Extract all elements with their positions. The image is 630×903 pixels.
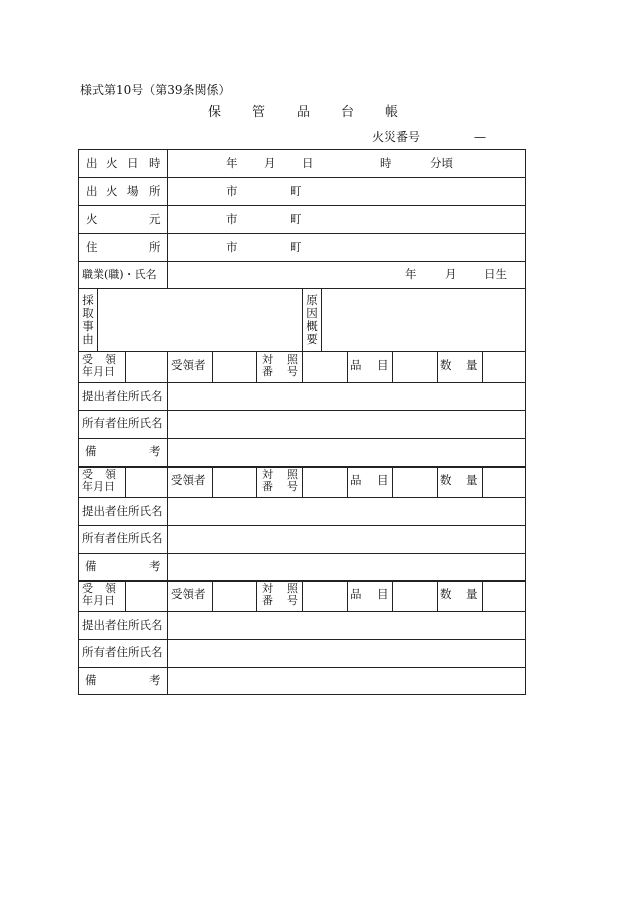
occupation-name-label: 職業(職)・氏名: [82, 268, 157, 281]
row-line: [78, 410, 526, 411]
label-char: 領: [105, 353, 116, 366]
label-char: 備: [85, 673, 97, 687]
col-line: [302, 466, 303, 497]
col-line: [212, 351, 213, 382]
label-char: 所: [149, 184, 161, 198]
received-date-label: [82, 469, 116, 493]
label-char: 採: [82, 293, 94, 307]
col-line: [167, 466, 168, 497]
minute-unit: 分頃: [430, 156, 453, 170]
col-line: [321, 288, 322, 351]
fire-number-label: 火災番号: [372, 130, 421, 144]
day-unit: 日: [302, 156, 314, 170]
col-line: [167, 497, 168, 581]
label-char: 日: [127, 156, 139, 170]
label-char: 考: [149, 673, 161, 687]
label-char: 照: [287, 582, 298, 595]
collection-reason-label: [81, 294, 95, 346]
label-char: 品: [350, 587, 362, 601]
col-line: [167, 611, 168, 694]
row-line: [78, 667, 526, 668]
label-char: 対: [262, 468, 273, 481]
birth-month-unit: 月: [445, 267, 457, 281]
label-char: 号: [287, 594, 298, 607]
label-char: 番: [262, 594, 273, 607]
label-char: 住: [86, 240, 98, 254]
title-char: 保: [208, 105, 222, 120]
col-line: [125, 466, 126, 497]
town-unit: 町: [290, 184, 302, 198]
label-char: 量: [466, 358, 478, 372]
label-char: 時: [149, 156, 161, 170]
year-unit: 年: [226, 156, 238, 170]
label-char: 取: [82, 306, 94, 320]
label-char: 火: [86, 212, 98, 226]
row-line: [78, 261, 526, 262]
label-char: 場: [127, 184, 139, 198]
col-line: [167, 149, 168, 289]
city-unit: 市: [226, 184, 238, 198]
city-unit: 市: [226, 240, 238, 254]
birth-day-unit: 日生: [484, 267, 507, 281]
submitter-address-name-label: 提出者住所氏名: [82, 618, 163, 632]
label-char: 受: [82, 468, 93, 481]
col-line: [482, 351, 483, 382]
reference-number-label: [262, 583, 298, 607]
title-char: 管: [252, 105, 266, 120]
title-char: 品: [297, 105, 311, 120]
label-char: 所: [149, 240, 161, 254]
label-char: 領: [105, 468, 116, 481]
col-line: [167, 580, 168, 611]
col-line: [302, 288, 303, 351]
label-char: 目: [377, 358, 389, 372]
label-char: 原: [306, 293, 318, 307]
label-char: 受: [82, 353, 93, 366]
town-unit: 町: [290, 240, 302, 254]
frame-right: [525, 149, 526, 695]
owner-address-name-label: 所有者住所氏名: [82, 416, 163, 430]
col-line: [347, 466, 348, 497]
col-line: [392, 466, 393, 497]
label-char: 照: [287, 468, 298, 481]
title-char: 台: [341, 105, 355, 120]
label-char: 目: [377, 587, 389, 601]
received-date-label: [82, 354, 116, 378]
frame-left: [78, 149, 79, 695]
label-char: 数: [440, 358, 452, 372]
label-char: 概: [306, 319, 318, 333]
label-char: 号: [287, 480, 298, 493]
label-char: 考: [149, 559, 161, 573]
col-line: [167, 351, 168, 382]
label-char: 量: [466, 473, 478, 487]
row-line: [78, 438, 526, 439]
col-line: [302, 580, 303, 611]
row-line: [78, 639, 526, 640]
label-char: 火: [106, 156, 118, 170]
label-char: 出: [86, 184, 98, 198]
row-line: [78, 497, 526, 498]
label-char: 元: [149, 212, 161, 226]
label-char: 考: [149, 444, 161, 458]
label-char: 備: [85, 444, 97, 458]
label-char: 領: [105, 582, 116, 595]
label-char: 目: [377, 473, 389, 487]
col-line: [437, 466, 438, 497]
receiver-label: 受領者: [171, 473, 206, 487]
row-line: [78, 205, 526, 206]
town-unit: 町: [290, 212, 302, 226]
label-char: 因: [306, 306, 318, 320]
label-char: 受: [82, 582, 93, 595]
label-char: 番: [262, 365, 273, 378]
cause-summary-label: [305, 294, 319, 346]
row-line: [78, 525, 526, 526]
col-line: [167, 382, 168, 466]
col-line: [347, 580, 348, 611]
title-char: 帳: [385, 105, 399, 120]
frame-top: [78, 149, 526, 150]
label-line: 年月日: [82, 365, 115, 378]
col-line: [392, 580, 393, 611]
label-char: 量: [466, 587, 478, 601]
label-char: 数: [440, 473, 452, 487]
owner-address-name-label: 所有者住所氏名: [82, 531, 163, 545]
col-line: [125, 580, 126, 611]
label-char: 番: [262, 480, 273, 493]
label-char: 由: [82, 332, 94, 346]
row-line: [78, 177, 526, 178]
label-char: 号: [287, 365, 298, 378]
label-char: 要: [306, 332, 318, 346]
city-unit: 市: [226, 212, 238, 226]
col-line: [482, 466, 483, 497]
label-char: 事: [82, 319, 94, 333]
hour-unit: 時: [380, 156, 392, 170]
fire-number-dash: —: [474, 130, 486, 144]
submitter-address-name-label: 提出者住所氏名: [82, 504, 163, 518]
received-date-label: [82, 583, 116, 607]
label-line: 年月日: [82, 480, 115, 493]
month-unit: 月: [264, 156, 276, 170]
col-line: [125, 351, 126, 382]
frame-bottom: [78, 694, 526, 695]
col-line: [256, 580, 257, 611]
label-char: 対: [262, 353, 273, 366]
row-line: [78, 553, 526, 554]
label-char: 品: [350, 473, 362, 487]
col-line: [347, 351, 348, 382]
receiver-label: 受領者: [171, 587, 206, 601]
form-number-label: 様式第10号（第39条関係）: [80, 83, 231, 97]
col-line: [256, 466, 257, 497]
reference-number-label: [262, 469, 298, 493]
label-char: 火: [106, 184, 118, 198]
receiver-label: 受領者: [171, 358, 206, 372]
col-line: [482, 580, 483, 611]
col-line: [437, 580, 438, 611]
row-line: [78, 233, 526, 234]
label-char: 数: [440, 587, 452, 601]
col-line: [212, 580, 213, 611]
label-char: 備: [85, 559, 97, 573]
col-line: [302, 351, 303, 382]
submitter-address-name-label: 提出者住所氏名: [82, 389, 163, 403]
birth-year-unit: 年: [405, 267, 417, 281]
label-char: 照: [287, 353, 298, 366]
col-line: [97, 288, 98, 351]
col-line: [212, 466, 213, 497]
col-line: [256, 351, 257, 382]
label-char: 対: [262, 582, 273, 595]
owner-address-name-label: 所有者住所氏名: [82, 645, 163, 659]
reference-number-label: [262, 354, 298, 378]
row-line: [78, 611, 526, 612]
col-line: [437, 351, 438, 382]
row-line: [78, 382, 526, 383]
label-char: 品: [350, 358, 362, 372]
label-line: 年月日: [82, 594, 115, 607]
label-char: 出: [86, 156, 98, 170]
col-line: [392, 351, 393, 382]
